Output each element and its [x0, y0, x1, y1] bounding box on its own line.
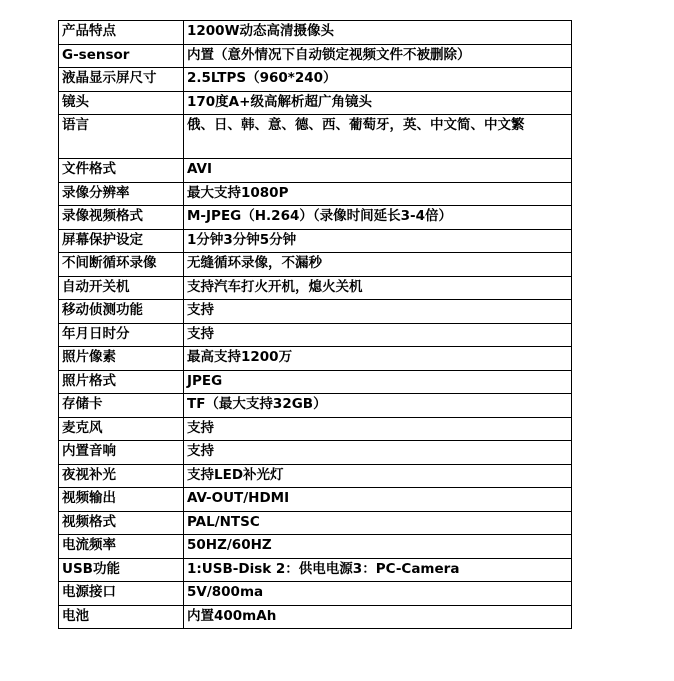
spec-value: 2.5LTPS（960*240）: [184, 68, 572, 92]
table-row: [59, 558, 572, 582]
table-row: [59, 417, 572, 441]
table-row: [59, 511, 572, 535]
spec-label: 液晶显示屏尺寸: [59, 68, 184, 92]
spec-value: 无缝循环录像，不漏秒: [184, 253, 572, 277]
spec-value: 1200W动态高清摄像头: [184, 21, 572, 45]
spec-label: 电池: [59, 605, 184, 629]
spec-value: 俄、日、韩、意、德、西、葡萄牙，英、中文简、中文繁: [184, 115, 572, 159]
spec-value: 支持: [184, 417, 572, 441]
spec-value: 支持汽车打火开机，熄火关机: [184, 276, 572, 300]
spec-label: 语言: [59, 115, 184, 159]
table-row: [59, 91, 572, 115]
spec-label: 镜头: [59, 91, 184, 115]
table-row: [59, 394, 572, 418]
spec-value: M-JPEG（H.264）（录像时间延长3-4倍）: [184, 206, 572, 230]
spec-label: 文件格式: [59, 159, 184, 183]
spec-value: JPEG: [184, 370, 572, 394]
spec-value: 1分钟3分钟5分钟: [184, 229, 572, 253]
table-row: [59, 464, 572, 488]
table-row: [59, 605, 572, 629]
spec-value: 最高支持1200万: [184, 347, 572, 371]
spec-value: 支持: [184, 323, 572, 347]
table-row: [59, 206, 572, 230]
spec-value: AV-OUT/HDMI: [184, 488, 572, 512]
table-row: [59, 68, 572, 92]
spec-label: 移动侦测功能: [59, 300, 184, 324]
spec-label: 照片格式: [59, 370, 184, 394]
table-row: [59, 488, 572, 512]
table-row: [59, 582, 572, 606]
spec-value: 支持: [184, 441, 572, 465]
spec-label: USB功能: [59, 558, 184, 582]
spec-value: 170度A+级高解析超广角镜头: [184, 91, 572, 115]
table-row: [59, 253, 572, 277]
table-row: [59, 115, 572, 159]
table-row: [59, 347, 572, 371]
spec-value: TF（最大支持32GB）: [184, 394, 572, 418]
spec-label: 麦克风: [59, 417, 184, 441]
spec-value: 50HZ/60HZ: [184, 535, 572, 559]
spec-value: 内置（意外情况下自动锁定视频文件不被删除）: [184, 44, 572, 68]
spec-label: 电源接口: [59, 582, 184, 606]
spec-label: 不间断循环录像: [59, 253, 184, 277]
table-row: [59, 44, 572, 68]
spec-value: 1:USB-Disk 2：供电电源3：PC-Camera: [184, 558, 572, 582]
spec-label: 电流频率: [59, 535, 184, 559]
spec-label: 夜视补光: [59, 464, 184, 488]
spec-label: 内置音响: [59, 441, 184, 465]
spec-label: G-sensor: [59, 44, 184, 68]
table-row: [59, 159, 572, 183]
table-row: [59, 21, 572, 45]
spec-label: 产品特点: [59, 21, 184, 45]
spec-label: 年月日时分: [59, 323, 184, 347]
spec-label: 视频输出: [59, 488, 184, 512]
spec-value: AVI: [184, 159, 572, 183]
spec-label: 录像分辨率: [59, 182, 184, 206]
spec-label: 录像视频格式: [59, 206, 184, 230]
spec-value: 内置400mAh: [184, 605, 572, 629]
spec-value: 5V/800ma: [184, 582, 572, 606]
table-row: [59, 300, 572, 324]
spec-label: 存储卡: [59, 394, 184, 418]
spec-value: PAL/NTSC: [184, 511, 572, 535]
spec-table: [58, 20, 572, 629]
spec-value: 支持: [184, 300, 572, 324]
spec-value: 最大支持1080P: [184, 182, 572, 206]
table-row: [59, 182, 572, 206]
spec-label: 屏幕保护设定: [59, 229, 184, 253]
table-row: [59, 229, 572, 253]
table-row: [59, 535, 572, 559]
table-row: [59, 441, 572, 465]
spec-label: 视频格式: [59, 511, 184, 535]
spec-value: 支持LED补光灯: [184, 464, 572, 488]
table-row: [59, 323, 572, 347]
table-row: [59, 370, 572, 394]
spec-label: 自动开关机: [59, 276, 184, 300]
table-row: [59, 276, 572, 300]
spec-label: 照片像素: [59, 347, 184, 371]
